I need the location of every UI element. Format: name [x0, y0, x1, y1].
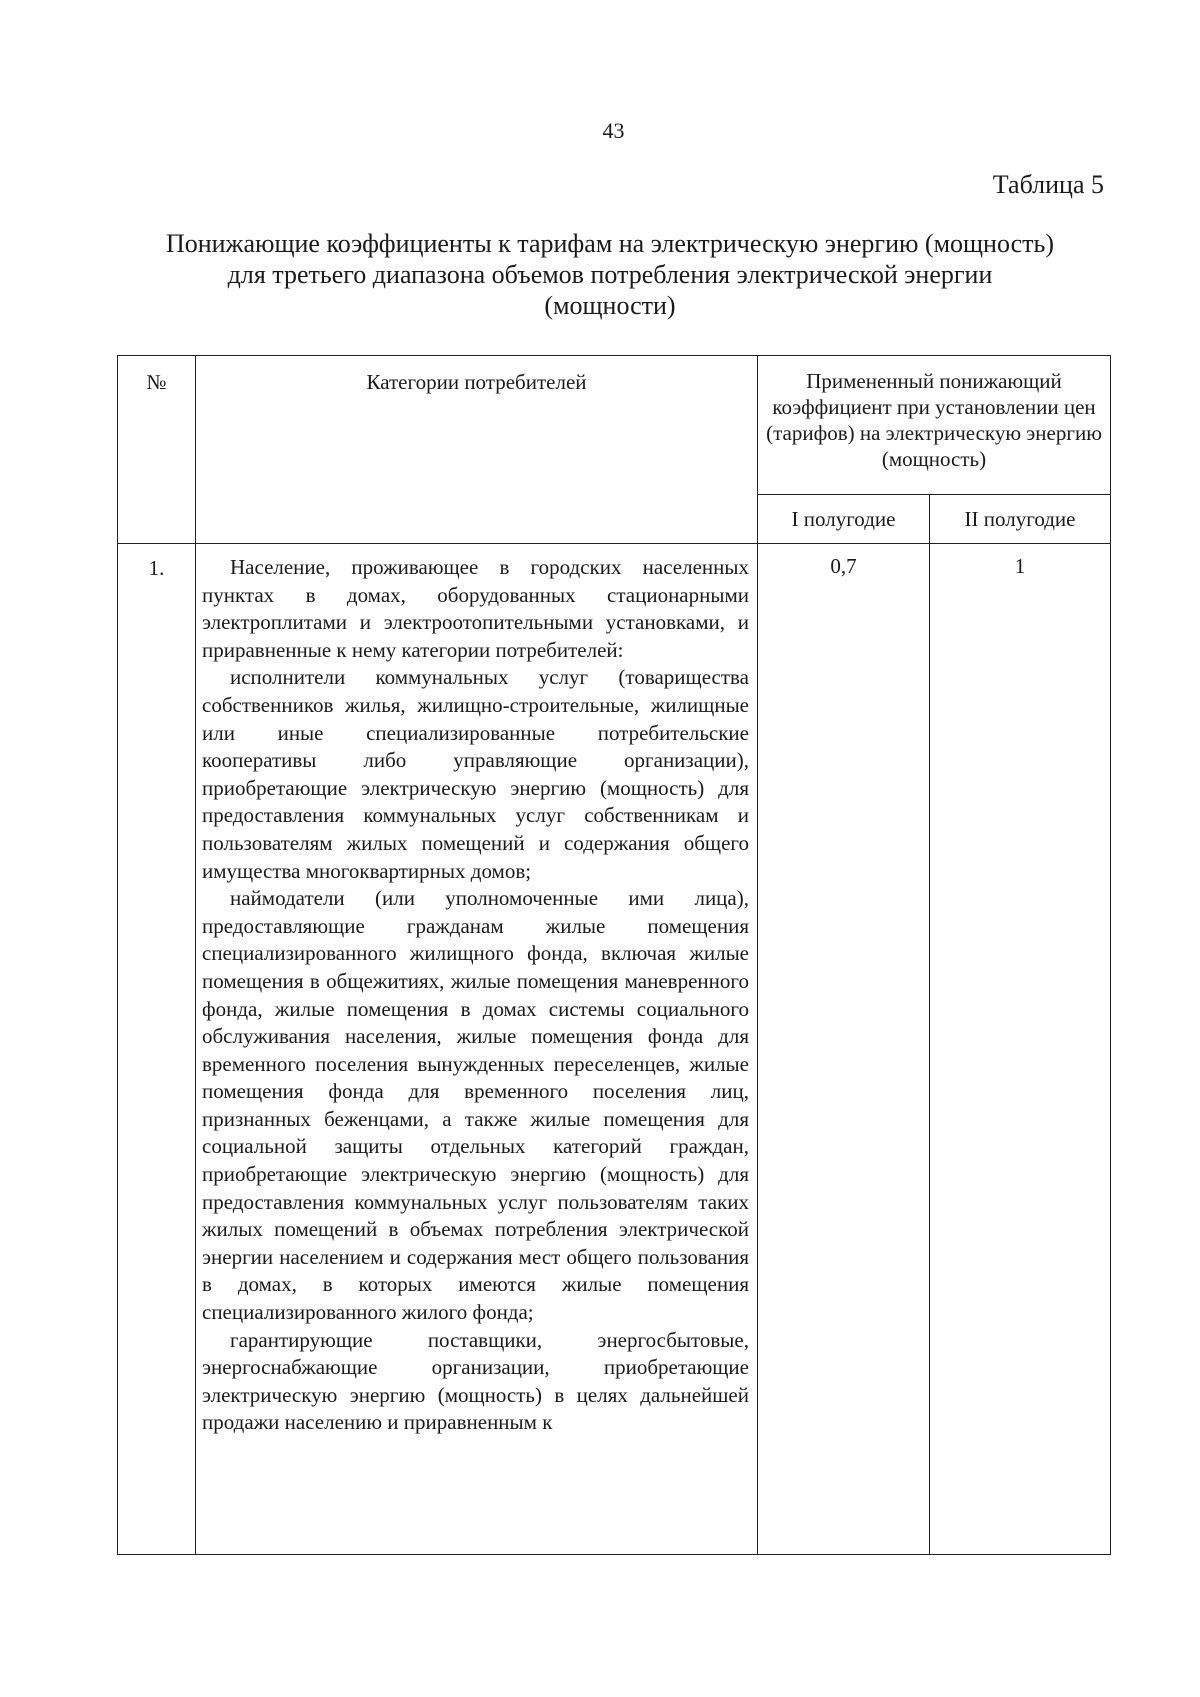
header-coefficient: Примененный понижающий коэффициент при установлении цен (тарифов) на электрическую энергию (мощность): [758, 356, 1111, 495]
table-row: [118, 544, 1111, 1555]
header-half-year-1: I полугодие: [758, 495, 930, 544]
header-half-year-2: II полугодие: [930, 495, 1111, 544]
coefficient-half-year-2: 1: [930, 544, 1111, 1555]
category-paragraph: наймодатели (или уполномоченные ими лица), предоставляющие гражданам жилые помещения специализированного жилищного фонда, включая жилые помещения в общежитиях, жилые помещения маневренного фонда, жилые помещения в домах системы социального обслуживания населения, жилые помещения фонда для временного поселения вынужденных переселенцев, жилые помещения фонда для временного поселения лиц, признанных беженцами, а также жилые помещения для социальной защиты отдельных категорий граждан, приобретающие электрическую энергию (мощность) для предоставления коммунальных услуг пользователям таких жилых помещений в объемах потребления электрической энергии населением и содержания мест общего пользования в домах, в которых имеются жилые помещения специализированного жилого фонда;: [202, 886, 749, 1325]
page-number: 43: [602, 118, 625, 143]
table-label: Таблица 5: [992, 170, 1104, 199]
category-paragraph: гарантирующие поставщики, энергосбытовые, энергоснабжающие организации, приобретающие электрическую энергию (мощность) в целях дальнейшей продажи населению и приравненным к: [202, 1327, 749, 1435]
coefficient-half-year-1: 0,7: [758, 544, 930, 1555]
coefficients-table: [117, 355, 1111, 1555]
header-number: №: [118, 356, 196, 544]
category-paragraph: исполнители коммунальных услуг (товарищества собственников жилья, жилищно-строительные, жилищные или иные специализированные потребительские кооперативы либо управляющие организации), приобретающие электрическую энергию (мощность) для предоставления коммунальных услуг собственникам и пользователям жилых помещений и содержания общего имущества многоквартирных домов;: [202, 665, 749, 883]
row-category: [196, 544, 758, 1555]
header-category: Категории потребителей: [196, 356, 758, 544]
row-number: 1.: [118, 544, 196, 1555]
table-header-row: [118, 356, 1111, 495]
category-paragraph: Население, проживающее в городских населенных пунктах в домах, оборудованных стационарными электроплитами и электроотопительными установками, и приравненные к нему категории потребителей:: [202, 555, 749, 662]
table-title: Понижающие коэффициенты к тарифам на электрическую энергию (мощность) для третьего диапазона объемов потребления электрической энергии (мощности): [165, 229, 1055, 320]
